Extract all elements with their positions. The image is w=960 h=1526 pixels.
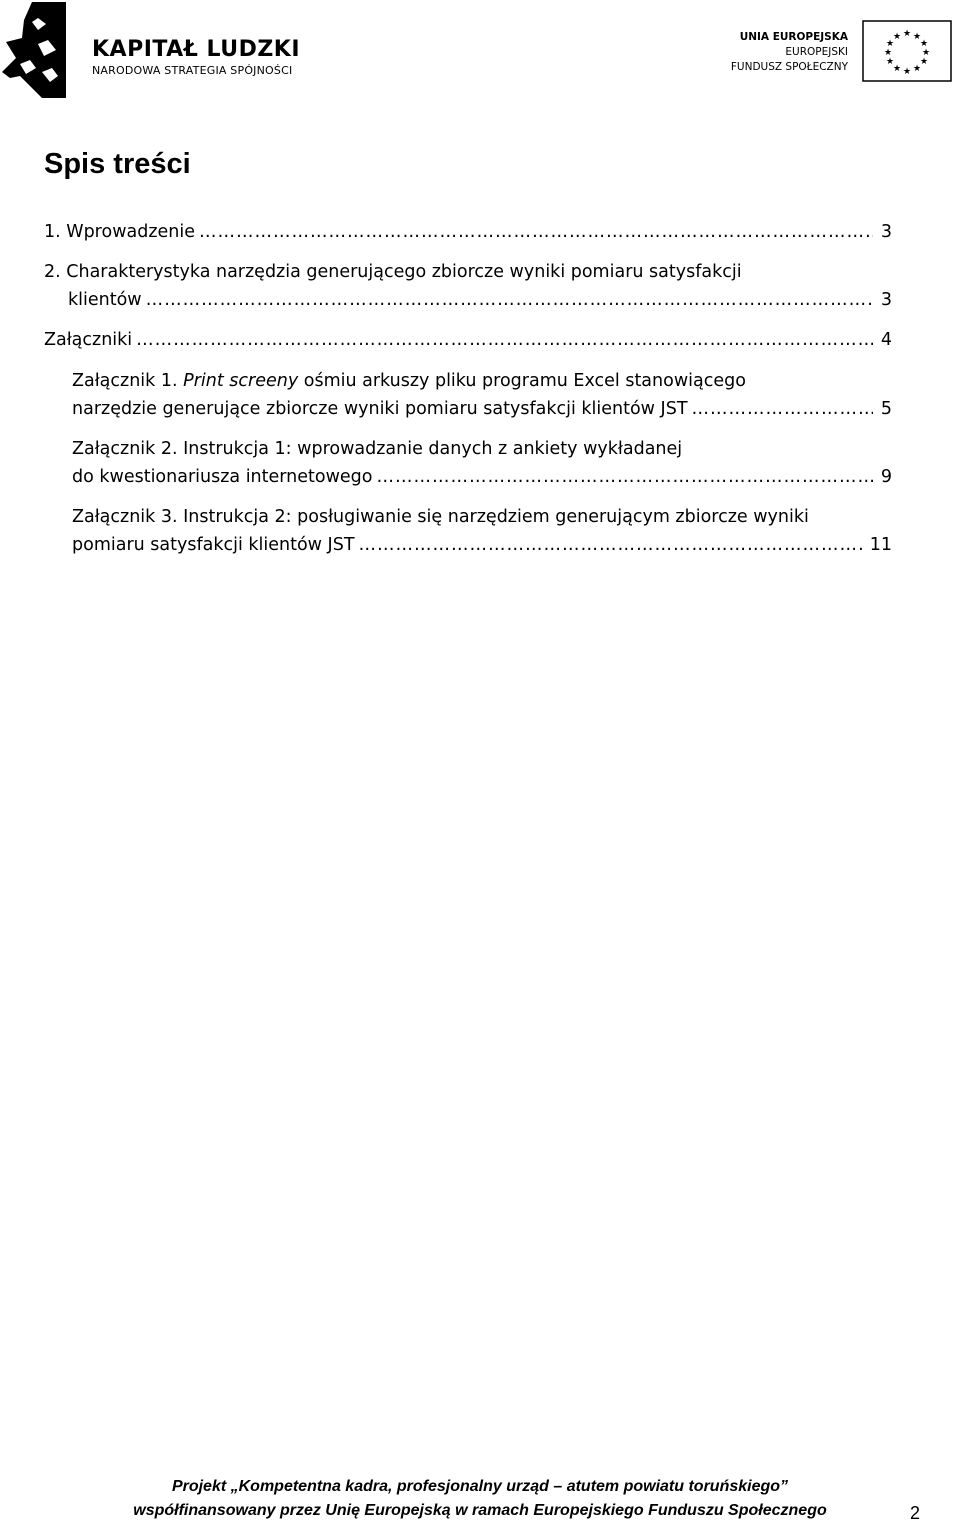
- svg-text:★: ★: [892, 64, 902, 74]
- toc-entry-text: Załącznik 3. Instrukcja 2: posługiwanie się narzędziem generującym zbiorcze wyniki: [72, 507, 809, 527]
- toc-leader-dots: [146, 286, 873, 314]
- toc-page-number: 4: [880, 330, 892, 350]
- toc-entry-zalaczniki[interactable]: [44, 326, 892, 354]
- eu-line-2: EUROPEJSKI: [785, 46, 848, 58]
- eu-line-1: UNIA EUROPEJSKA: [739, 31, 848, 43]
- toc-entry-text: Załącznik 2. Instrukcja 1: wprowadzanie danych z ankiety wykładanej: [72, 439, 683, 459]
- toc-leader-dots: [376, 463, 872, 491]
- toc-entry-prefix: Załącznik 1.: [72, 371, 184, 391]
- kapital-ludzki-logo: [2, 2, 302, 98]
- svg-text:★: ★: [912, 64, 922, 74]
- toc-page-number: 11: [869, 535, 892, 555]
- toc-entry-italic: Print screeny: [183, 371, 299, 391]
- toc-page-number: 3: [880, 290, 892, 310]
- toc-entry-charakterystyka[interactable]: [44, 258, 892, 314]
- toc-entry-text: 2. Charakterystyka narzędzia generującego zbiorcze wyniki pomiaru satysfakcji: [44, 262, 742, 282]
- toc-page-number: 9: [880, 467, 892, 487]
- toc-leader-dots: [136, 326, 873, 354]
- toc-page-number: 3: [880, 222, 892, 242]
- toc-entry-zalacznik-3[interactable]: [44, 503, 892, 559]
- toc-entry-zalacznik-1[interactable]: [44, 367, 892, 423]
- svg-text:★: ★: [902, 67, 912, 77]
- svg-text:★: ★: [912, 32, 922, 42]
- toc-entry-zalacznik-2[interactable]: [44, 435, 892, 491]
- toc-leader-dots: [199, 218, 873, 246]
- kapital-ludzki-emblem-icon: [2, 2, 72, 98]
- kapital-ludzki-subtitle: NARODOWA STRATEGIA SPÓJNOŚCI: [92, 64, 293, 77]
- svg-text:★: ★: [892, 32, 902, 42]
- eu-fund-text: [731, 30, 848, 75]
- toc-entry-text-cont: narzędzie generujące zbiorcze wyniki pomiaru satysfakcji klientów JST: [72, 399, 688, 419]
- eu-line-3: FUNDUSZ SPOŁECZNY: [730, 61, 848, 73]
- svg-text:★: ★: [885, 39, 895, 49]
- toc-entry-text-cont: do kwestionariusza internetowego: [72, 467, 373, 487]
- toc-entry-rest: ośmiu arkuszy pliku programu Excel stanowiącego: [298, 371, 746, 391]
- toc-entry-wprowadzenie[interactable]: [44, 218, 892, 246]
- svg-text:★: ★: [919, 57, 929, 67]
- footer-project-line: Projekt „Kompetentna kadra, profesjonalny urząd – atutem powiatu toruńskiego”: [171, 1478, 789, 1495]
- page-number: 2: [910, 1503, 921, 1523]
- kapital-ludzki-name: KAPITAŁ LUDZKI: [92, 37, 301, 62]
- eu-flag-icon: [862, 20, 952, 82]
- toc-entry-text-cont: klientów: [68, 290, 142, 310]
- toc-entry-text-cont: pomiaru satysfakcji klientów JST: [72, 535, 355, 555]
- footer-funding-line: współfinansowany przez Unię Europejską w ramach Europejskiego Funduszu Społecznego: [133, 1502, 827, 1519]
- toc-leader-dots: [359, 531, 862, 559]
- svg-text:★: ★: [921, 48, 931, 58]
- svg-text:★: ★: [885, 57, 895, 67]
- svg-text:★: ★: [883, 48, 893, 58]
- svg-text:★: ★: [919, 39, 929, 49]
- page-title: Spis treści: [44, 148, 191, 180]
- toc-entry-text: Załączniki: [44, 330, 133, 350]
- eu-fund-logo: [720, 18, 956, 88]
- toc-page-number: 5: [880, 399, 892, 419]
- toc-entry-text: 1. Wprowadzenie: [44, 222, 196, 242]
- toc-leader-dots: [692, 395, 873, 423]
- svg-text:★: ★: [902, 29, 912, 39]
